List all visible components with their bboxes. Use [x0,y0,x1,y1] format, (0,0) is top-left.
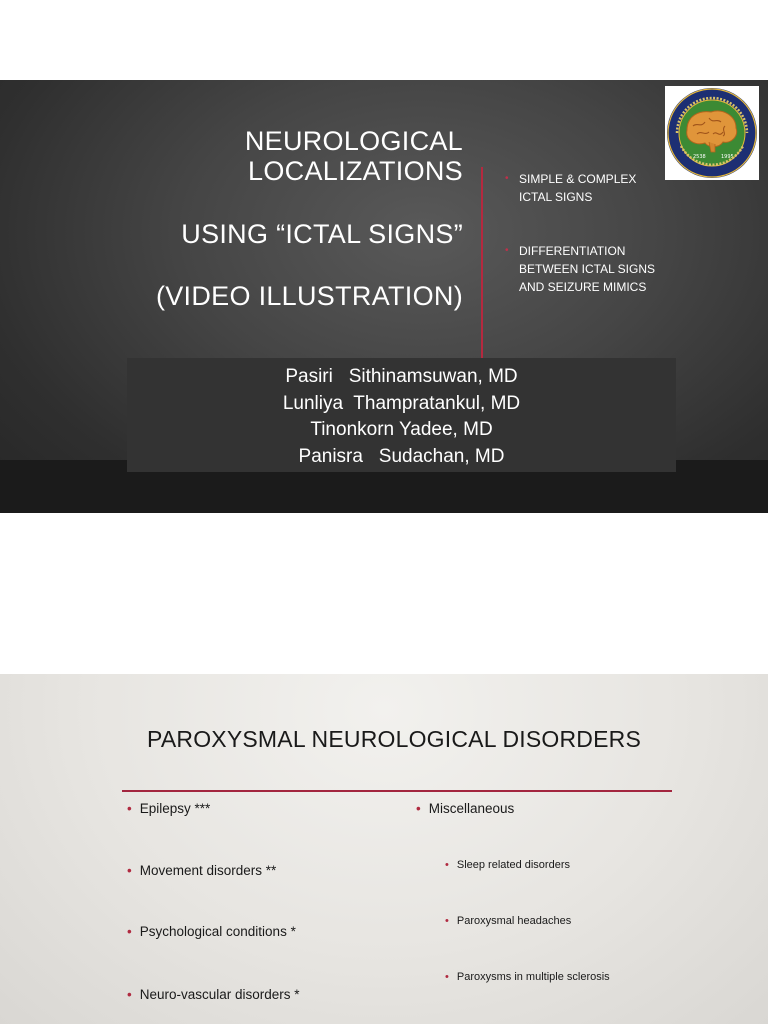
author-name: Pasiri Sithinamsuwan, MD [285,366,518,387]
slide-title [156,126,463,311]
sub-list-item: • Paroxysms in multiple sclerosis [445,971,610,983]
bullet-icon: • [127,801,132,816]
heading-rule [122,790,672,792]
svg-text:1995: 1995 [721,154,734,160]
content-slide [0,674,768,1024]
author-name: Panisra Sudachan, MD [298,445,505,467]
bullet-icon: • [416,801,421,816]
title-line: NEUROLOGICAL [244,126,463,156]
slide-heading: PAROXYSMAL NEUROLOGICAL DISORDERS [147,726,641,752]
title-line: USING “ICTAL SIGNS” [181,219,463,249]
bullet-item: • SIMPLE & COMPLEX ICTAL SIGNS [505,172,637,204]
author-name: Tinonkorn Yadee, MD [310,419,493,440]
bullet-icon: • [505,173,509,184]
list-item: • Miscellaneous [416,801,515,816]
bullet-icon: • [127,987,132,1002]
bullet-icon: • [445,971,449,983]
bullet-icon: • [505,245,509,256]
bullet-icon: • [127,924,132,939]
list-item: • Neuro-vascular disorders * [127,987,300,1002]
bullet-icon: • [445,915,449,927]
title-line: (VIDEO ILLUSTRATION) [155,281,463,311]
bullet-icon: • [445,859,449,871]
sub-list-item: • Paroxysmal headaches [445,915,572,927]
sub-list-item: • Sleep related disorders [445,859,570,871]
society-logo-icon [665,86,759,180]
list-item: • Epilepsy *** [127,801,211,816]
list-item: • Psychological conditions * [127,924,296,939]
authors-box [127,358,676,472]
topic-bullets [505,170,675,296]
title-line: LOCALIZATIONS [248,156,463,186]
svg-text:2538: 2538 [693,154,706,160]
author-name: Lunliya Thampratankul, MD [282,392,521,414]
list-item: • Movement disorders ** [127,863,277,878]
title-slide [0,80,768,513]
bullet-icon: • [127,863,132,878]
bullet-item: • DIFFERENTIATION BETWEEN ICTAL SIGNS AND SEIZURE MIMICS [505,244,656,294]
